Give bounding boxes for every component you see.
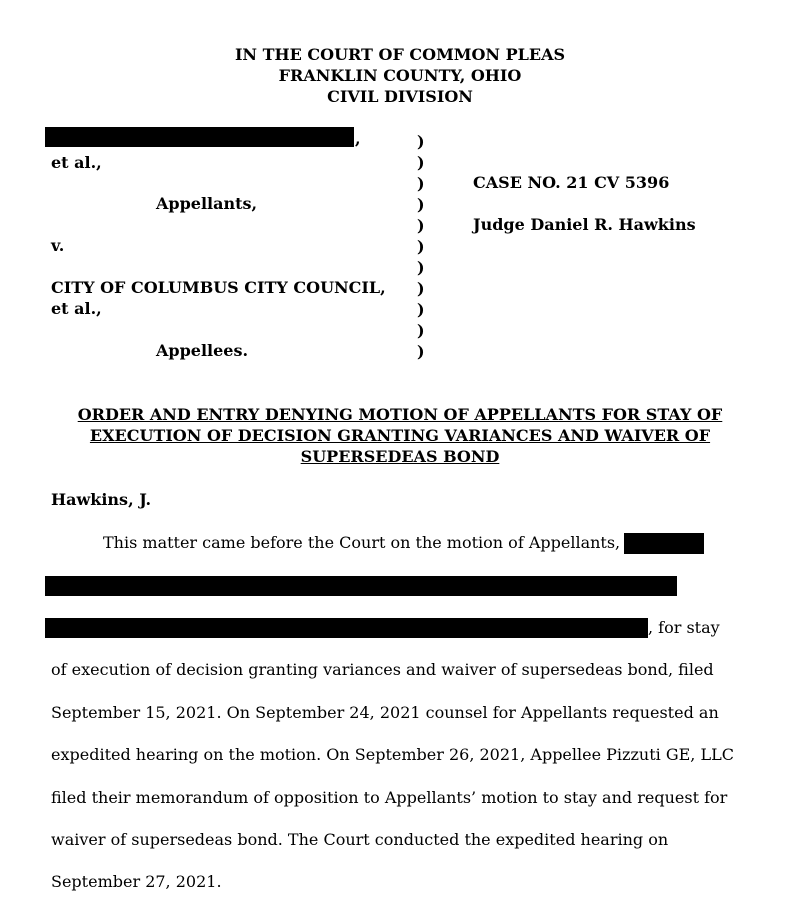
et-al-appellees: et al.,: [51, 299, 102, 318]
redacted-appellant-names: [45, 618, 648, 638]
redacted-appellant-names: [624, 533, 704, 554]
body-line: of execution of decision granting variances and waiver of supersedeas bond, filed: [51, 660, 714, 679]
opinion-author: Hawkins, J.: [51, 490, 152, 509]
court-division: CIVIL DIVISION: [327, 87, 473, 106]
body-line: expedited hearing on the motion. On September 26, 2021, Appellee Pizzuti GE, LLC: [51, 745, 734, 764]
redacted-appellant-name: [45, 127, 354, 147]
body-line: filed their memorandum of opposition to Appellants’ motion to stay and request for: [51, 788, 728, 807]
caption-paren: ): [417, 216, 425, 235]
caption-paren: ): [417, 195, 425, 214]
caption-paren: ): [417, 300, 425, 319]
body-line: This matter came before the Court on the motion of Appellants,: [103, 533, 621, 552]
order-title-line2: EXECUTION OF DECISION GRANTING VARIANCES AND WAIVER OF: [89, 426, 711, 445]
caption-paren: ): [417, 342, 425, 361]
body-line: September 15, 2021. On September 24, 2021 counsel for Appellants requested an: [51, 703, 719, 722]
case-number: CASE NO. 21 CV 5396: [473, 173, 670, 192]
redacted-appellant-names: [45, 576, 677, 596]
court-county: FRANKLIN COUNTY, OHIO: [278, 66, 522, 85]
judge-name: Judge Daniel R. Hawkins: [473, 215, 696, 234]
caption-paren: ): [417, 321, 425, 340]
body-line: waiver of supersedeas bond. The Court conducted the expedited hearing on: [51, 830, 669, 849]
appellee-name: CITY OF COLUMBUS CITY COUNCIL,: [51, 278, 386, 297]
body-line: , for stay: [648, 618, 720, 637]
appellants-label: Appellants,: [156, 194, 258, 213]
caption-paren: ): [417, 132, 425, 151]
order-title-line1: ORDER AND ENTRY DENYING MOTION OF APPELLANTS FOR STAY OF: [77, 405, 723, 424]
caption-paren: ): [417, 237, 425, 256]
party1-comma: ,: [355, 129, 361, 148]
caption-paren: ): [417, 174, 425, 193]
court-name: IN THE COURT OF COMMON PLEAS: [234, 45, 566, 64]
caption-paren: ): [417, 258, 425, 277]
body-line: September 27, 2021.: [51, 872, 222, 891]
appellees-label: Appellees.: [156, 341, 249, 360]
caption-paren: ): [417, 153, 425, 172]
et-al-appellants: et al.,: [51, 153, 102, 172]
caption-paren: ): [417, 279, 425, 298]
versus: v.: [51, 236, 65, 255]
order-title-line3: SUPERSEDEAS BOND: [300, 447, 500, 466]
